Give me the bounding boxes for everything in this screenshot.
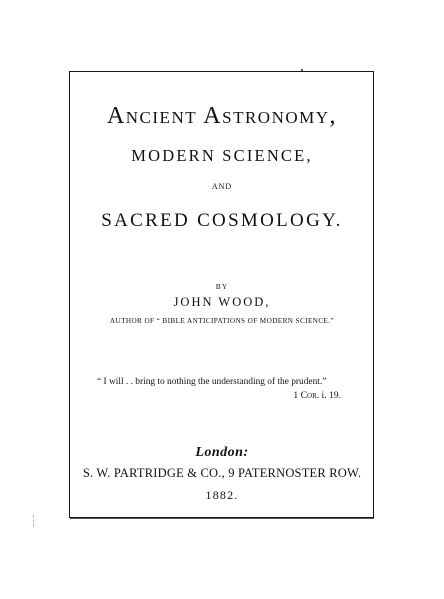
imprint-year: 1882.: [205, 488, 239, 502]
by-line: BY: [215, 282, 229, 291]
citation-book: Cor.: [300, 390, 320, 401]
book-subtitle-continued: SACRED COSMOLOGY.: [101, 210, 343, 231]
citation-number: 1: [293, 390, 301, 401]
scan-edge-mark: [33, 515, 34, 527]
epigraph-citation: [293, 391, 341, 401]
bottom-rule: [70, 518, 374, 519]
author-credit: AUTHOR OF “ BIBLE ANTICIPATIONS OF MODERN SCIENCE.”: [109, 317, 335, 325]
title-conjunction: AND: [211, 182, 233, 191]
book-title: Ancient Astronomy,: [106, 103, 338, 129]
author-name: JOHN WOOD,: [173, 295, 271, 309]
ink-speck: [301, 69, 303, 71]
book-subtitle: MODERN SCIENCE,: [131, 146, 313, 165]
imprint-publisher: S. W. PARTRIDGE & CO., 9 PATERNOSTER ROW.: [82, 466, 362, 480]
epigraph-quote: “ I will . . bring to nothing the understanding of the prudent.”: [97, 377, 327, 387]
citation-verse: i. 19.: [319, 390, 341, 401]
imprint-place: London:: [195, 445, 249, 460]
